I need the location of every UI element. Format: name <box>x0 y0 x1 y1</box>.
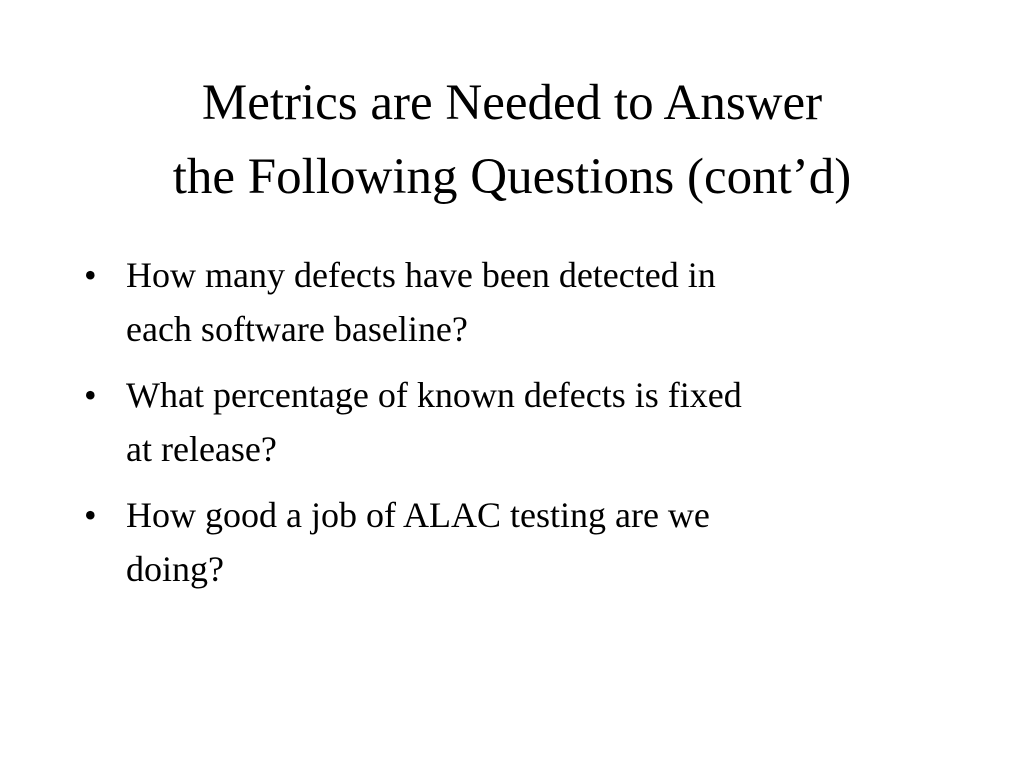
bullet-text-line: How many defects have been detected in <box>126 255 716 295</box>
bullet-item-percentage-fixed <box>84 368 904 476</box>
bullet-text-line: each software baseline? <box>126 309 468 349</box>
bullet-item-alac-testing <box>84 488 904 596</box>
bullet-text-line: at release? <box>126 429 277 469</box>
bullet-item-defects-detected <box>84 248 904 356</box>
bullet-text-line: doing? <box>126 549 224 589</box>
bullet-icon: • <box>84 375 97 415</box>
bullet-list <box>84 248 904 608</box>
slide-title <box>60 66 964 214</box>
bullet-icon: • <box>84 495 97 535</box>
bullet-text-line: What percentage of known defects is fixed <box>126 375 742 415</box>
title-line-2: the Following Questions (cont’d) <box>172 149 852 205</box>
bullet-icon: • <box>84 255 97 295</box>
title-line-1: Metrics are Needed to Answer <box>201 75 823 131</box>
bullet-text-line: How good a job of ALAC testing are we <box>126 495 710 535</box>
